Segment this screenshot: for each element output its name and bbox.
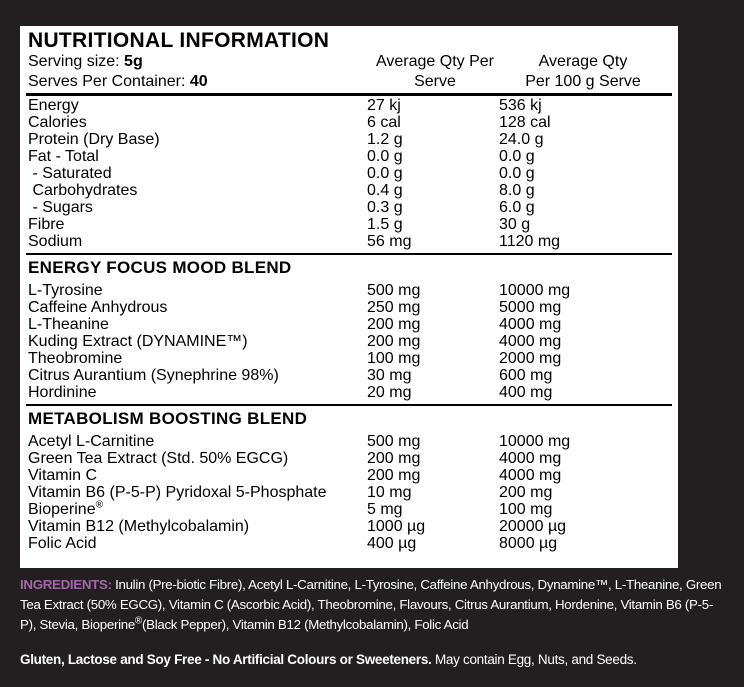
table-row: [28, 97, 670, 114]
row-label-text: Bioperine: [28, 501, 96, 518]
energy-blend-title: ENERGY FOCUS MOOD BLEND: [28, 258, 292, 277]
table-row: [28, 199, 670, 216]
row-per-serve: 5 mg: [367, 501, 403, 518]
panel-title: NUTRITIONAL INFORMATION: [28, 29, 330, 52]
row-label-text: Carbohydrates: [28, 182, 138, 199]
row-per-100g: 1120 mg: [499, 233, 561, 250]
row-per-serve: 0.4 g: [367, 182, 403, 199]
col-100g-heading-1: Average Qty: [538, 53, 628, 70]
row-per-100g: 4000 mg: [499, 333, 562, 350]
divider: [26, 404, 672, 406]
row-label-text: Sodium: [28, 233, 83, 250]
row-label-text: Vitamin B12 (Methylcobalamin): [28, 518, 250, 535]
serves-value: 40: [189, 73, 208, 90]
row-label: [28, 165, 367, 182]
table-row: [28, 114, 670, 131]
row-per-serve: 0.0 g: [367, 148, 403, 165]
row-per-100g: 536 kj: [499, 97, 542, 114]
row-label-text: Vitamin B6 (P-5-P) Pyridoxal 5-Phosphate: [28, 484, 327, 501]
allergen-normal: May contain Egg, Nuts, and Seeds.: [431, 652, 637, 667]
row-label-text: Caffeine Anhydrous: [28, 299, 168, 316]
row-label-text: Vitamin C: [28, 467, 98, 484]
row-per-serve: 1.5 g: [367, 216, 403, 233]
row-label: [28, 384, 367, 401]
row-per-100g: 8000 µg: [499, 535, 558, 552]
row-label: [28, 182, 367, 199]
table-row: [28, 450, 670, 467]
row-per-serve: 100 mg: [367, 350, 421, 367]
table-row: [28, 299, 670, 316]
table-row: [28, 165, 670, 182]
row-per-serve: 1000 µg: [367, 518, 426, 535]
row-per-100g: 400 mg: [499, 384, 553, 401]
row-per-serve: 1.2 g: [367, 131, 403, 148]
row-label-text: L-Theanine: [28, 316, 109, 333]
row-label: [28, 501, 367, 518]
row-label: [28, 131, 367, 148]
row-per-100g: 20000 µg: [499, 518, 567, 535]
col-100g-heading-2: Per 100 g Serve: [525, 73, 641, 90]
table-row: [28, 501, 670, 518]
row-per-100g: 600 mg: [499, 367, 553, 384]
serving-size-label: Serving size:: [28, 53, 120, 70]
row-label: [28, 233, 367, 250]
row-label: [28, 114, 367, 131]
allergen-statement: [20, 650, 724, 670]
table-row: [28, 467, 670, 484]
row-per-serve: 200 mg: [367, 333, 421, 350]
row-label-text: Green Tea Extract (Std. 50% EGCG): [28, 450, 289, 467]
ingredients-text: [20, 575, 724, 635]
row-label: [28, 367, 367, 384]
row-per-serve: 400 µg: [367, 535, 417, 552]
table-row: [28, 182, 670, 199]
row-label-text: Citrus Aurantium (Synephrine 98%): [28, 367, 279, 384]
col-serve-heading-1: Average Qty Per: [376, 53, 494, 70]
row-label-text: Folic Acid: [28, 535, 97, 552]
row-per-serve: 200 mg: [367, 467, 421, 484]
row-label-text: Acetyl L-Carnitine: [28, 433, 155, 450]
header-row-1: [28, 52, 670, 72]
table-row: [28, 316, 670, 333]
header-row-2: [28, 72, 670, 92]
registered-mark: ®: [134, 615, 142, 627]
row-label: [28, 518, 367, 535]
row-label-text: Energy: [28, 97, 79, 114]
row-per-serve: 20 mg: [367, 384, 412, 401]
allergen-bold: Gluten, Lactose and Soy Free - No Artificial Colours or Sweeteners.: [20, 652, 432, 667]
row-label-text: Fat - Total: [28, 148, 99, 165]
ingredients-list-2: (Black Pepper), Vitamin B12 (Methylcobalamin), Folic Acid: [142, 617, 469, 632]
energy-blend-rows: [28, 281, 670, 401]
row-per-100g: 30 g: [499, 216, 531, 233]
row-per-100g: 4000 mg: [499, 316, 562, 333]
row-label: [28, 216, 367, 233]
registered-mark: ®: [95, 499, 103, 511]
row-per-serve: 0.3 g: [367, 199, 403, 216]
table-row: [28, 216, 670, 233]
ingredients-label: INGREDIENTS:: [20, 577, 112, 592]
row-per-100g: 100 mg: [499, 501, 553, 518]
divider: [26, 253, 672, 255]
row-label: [28, 535, 367, 552]
row-per-serve: 56 mg: [367, 233, 412, 250]
row-label: [28, 450, 367, 467]
serves-per-container: [28, 72, 367, 92]
row-label-text: Hordinine: [28, 384, 97, 401]
row-label: [28, 467, 367, 484]
nutrition-rows: [28, 96, 670, 250]
row-per-serve: 0.0 g: [367, 165, 403, 182]
row-label: [28, 299, 367, 316]
row-per-100g: 6.0 g: [499, 199, 535, 216]
col-serve-heading-2: Serve: [414, 73, 456, 90]
row-per-100g: 10000 mg: [499, 282, 571, 299]
row-label-text: Fibre: [28, 216, 65, 233]
table-row: [28, 148, 670, 165]
row-per-100g: 5000 mg: [499, 299, 562, 316]
row-per-serve: 30 mg: [367, 367, 412, 384]
row-per-serve: 27 kj: [367, 97, 401, 114]
row-per-serve: 200 mg: [367, 450, 421, 467]
table-row: [28, 333, 670, 350]
serving-size: [28, 52, 367, 72]
row-per-serve: 500 mg: [367, 433, 421, 450]
row-label: [28, 148, 367, 165]
row-per-100g: 0.0 g: [499, 165, 535, 182]
row-per-serve: 6 cal: [367, 114, 401, 131]
row-label: [28, 97, 367, 114]
row-label-text: Protein (Dry Base): [28, 131, 160, 148]
table-row: [28, 484, 670, 501]
row-label-text: L-Tyrosine: [28, 282, 103, 299]
row-per-100g: 0.0 g: [499, 148, 535, 165]
row-label-text: Theobromine: [28, 350, 123, 367]
table-row: [28, 535, 670, 552]
row-label-text: Kuding Extract (DYNAMINE™): [28, 333, 248, 350]
row-per-100g: 4000 mg: [499, 467, 562, 484]
serves-label: Serves Per Container:: [28, 73, 186, 90]
metabolism-blend-title: METABOLISM BOOSTING BLEND: [28, 409, 308, 428]
serving-size-value: 5g: [124, 53, 143, 70]
row-per-100g: 10000 mg: [499, 433, 571, 450]
table-row: [28, 350, 670, 367]
row-label: [28, 199, 367, 216]
row-label: [28, 350, 367, 367]
table-row: [28, 233, 670, 250]
row-label: [28, 433, 367, 450]
row-label: [28, 282, 367, 299]
table-row: [28, 131, 670, 148]
table-row: [28, 433, 670, 450]
row-label-text: Calories: [28, 114, 87, 131]
row-per-100g: 24.0 g: [499, 131, 544, 148]
table-row: [28, 384, 670, 401]
row-per-serve: 250 mg: [367, 299, 421, 316]
row-per-serve: 200 mg: [367, 316, 421, 333]
row-label: [28, 316, 367, 333]
table-row: [28, 282, 670, 299]
row-label: [28, 333, 367, 350]
row-label-text: - Sugars: [28, 199, 93, 216]
row-per-serve: 500 mg: [367, 282, 421, 299]
ingredients-list-1: Inulin (Pre-biotic Fibre), Acetyl L-Carnitine, L-Tyrosine, Caffeine Anhydrous, Dynamine™, L-Theanine, Green Tea Extract (50% EGCG), Vitamin C (Ascorbic Acid), Theobromine, Flavours, Citrus Aurantium, Hordenine, Vitamin B6 (P-5-P), Stevia, Bioperine: [20, 577, 722, 632]
row-per-100g: 8.0 g: [499, 182, 535, 199]
nutrition-panel: [20, 26, 678, 568]
row-per-serve: 10 mg: [367, 484, 412, 501]
row-per-100g: 2000 mg: [499, 350, 562, 367]
metabolism-blend-rows: [28, 432, 670, 552]
row-label-text: - Saturated: [28, 165, 112, 182]
row-per-100g: 4000 mg: [499, 450, 562, 467]
table-row: [28, 367, 670, 384]
row-per-100g: 128 cal: [499, 114, 551, 131]
row-per-100g: 200 mg: [499, 484, 553, 501]
table-row: [28, 518, 670, 535]
row-label: [28, 484, 367, 501]
